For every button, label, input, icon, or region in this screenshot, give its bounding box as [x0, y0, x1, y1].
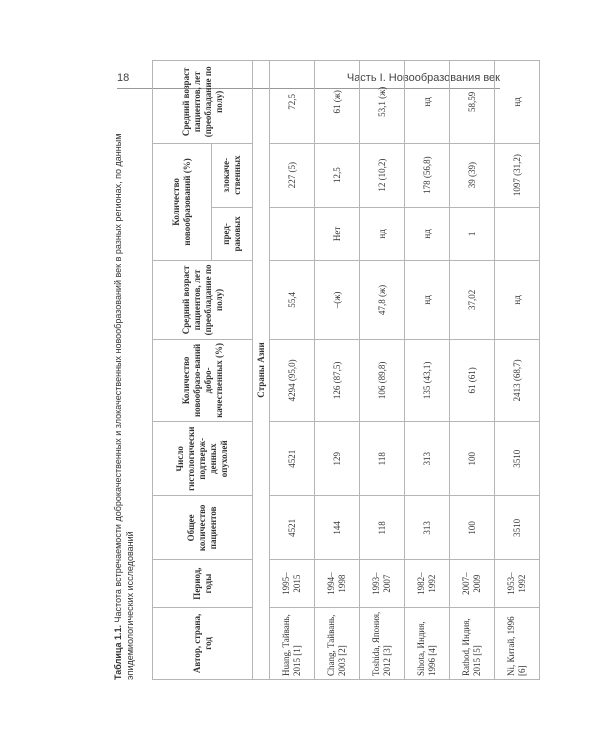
cell-benign: 126 (87,5) — [315, 339, 360, 422]
cell-malig: 39 (39) — [450, 143, 495, 207]
cell-malig: 178 (56,8) — [405, 143, 450, 207]
col-header-age-malig: Средний возраст пациентов, лет (преобладание по полу) — [153, 61, 253, 144]
cell-premalig: нд — [360, 207, 405, 261]
cell-author: Sihota, Индия, 1996 [4] — [405, 607, 450, 679]
col-header-author: Автор, страна, год — [153, 607, 253, 679]
cell-author: Chang, Тайвань, 2003 [2] — [315, 607, 360, 679]
table-body — [270, 61, 540, 680]
cell-premalig: Нет — [315, 207, 360, 261]
col-header-premalig: пред-раковых — [212, 207, 253, 261]
col-header-malig: злокаче-ственных — [212, 143, 253, 207]
cell-premalig — [495, 207, 540, 261]
cell-premalig — [270, 207, 315, 261]
cell-age-malig: нд — [405, 61, 450, 144]
cell-age-malig: 61 (ж) — [315, 61, 360, 144]
cell-total: 4521 — [270, 496, 315, 560]
cell-age-malig: 53,1 (ж) — [360, 61, 405, 144]
cell-histo: 100 — [450, 422, 495, 496]
col-header-benign: Количество новообразо-ваний добро-качественных (%) — [153, 339, 253, 422]
table-row — [315, 61, 360, 680]
table-row — [270, 61, 315, 680]
cell-period: 1982–1992 — [405, 560, 450, 607]
table-row — [360, 61, 405, 680]
cell-malig: 12,5 — [315, 143, 360, 207]
page-number: 18 — [117, 72, 130, 84]
cell-age-benign: 47,8 (ж) — [360, 261, 405, 339]
caption-label: Таблица 1.1. — [113, 624, 123, 680]
cell-age-benign: нд — [495, 261, 540, 339]
data-table — [152, 60, 540, 680]
cell-total: 100 — [450, 496, 495, 560]
cell-malig: 1097 (31,2) — [495, 143, 540, 207]
cell-benign: 61 (61) — [450, 339, 495, 422]
cell-histo: 129 — [315, 422, 360, 496]
cell-age-benign: 37,02 — [450, 261, 495, 339]
col-header-period: Период, годы — [153, 560, 253, 607]
cell-benign: 106 (89,8) — [360, 339, 405, 422]
cell-histo: 118 — [360, 422, 405, 496]
cell-histo: 313 — [405, 422, 450, 496]
cell-age-malig: 58,59 — [450, 61, 495, 144]
cell-age-benign: нд — [405, 261, 450, 339]
running-title: Часть I. Новообразования век — [346, 72, 500, 84]
cell-malig: 12 (10,2) — [360, 143, 405, 207]
cell-author: Toshida, Япония, 2012 [3] — [360, 607, 405, 679]
col-header-malig-group: Количество новообразований (%) — [153, 143, 212, 261]
cell-total: 313 — [405, 496, 450, 560]
cell-period: 1994–1998 — [315, 560, 360, 607]
cell-histo: 3510 — [495, 422, 540, 496]
table-row — [405, 61, 450, 680]
cell-author: Rathod, Индия, 2015 [5] — [450, 607, 495, 679]
cell-histo: 4521 — [270, 422, 315, 496]
region-row: Страны Азии — [253, 61, 270, 680]
cell-author: Ni, Китай, 1996 [6] — [495, 607, 540, 679]
cell-malig: 227 (5) — [270, 143, 315, 207]
cell-age-benign: –(ж) — [315, 261, 360, 339]
cell-premalig: нд — [405, 207, 450, 261]
rotated-table-block — [112, 60, 527, 680]
cell-benign: 2413 (68,7) — [495, 339, 540, 422]
cell-period: 1993–2007 — [360, 560, 405, 607]
cell-period: 1953–1992 — [495, 560, 540, 607]
cell-total: 3510 — [495, 496, 540, 560]
cell-period: 1995–2015 — [270, 560, 315, 607]
cell-total: 118 — [360, 496, 405, 560]
table-row — [495, 61, 540, 680]
table-caption — [112, 60, 146, 680]
cell-benign: 135 (43,1) — [405, 339, 450, 422]
cell-period: 2007–2009 — [450, 560, 495, 607]
cell-total: 144 — [315, 496, 360, 560]
cell-age-benign: 55,4 — [270, 261, 315, 339]
cell-benign: 4294 (95,0) — [270, 339, 315, 422]
cell-age-malig: нд — [495, 61, 540, 144]
table-row — [450, 61, 495, 680]
cell-premalig: 1 — [450, 207, 495, 261]
col-header-age-benign: Средний возраст пациентов, лет (преобладание по полу) — [153, 261, 253, 339]
cell-age-malig: 72,5 — [270, 61, 315, 144]
col-header-total: Общее количество пациентов — [153, 496, 253, 560]
cell-author: Huang, Тайвань, 2015 [1] — [270, 607, 315, 679]
caption-text: Частота встречаемости доброкачественных и злокачественных новообразований век в разных регионах, по данным эпидемиологических исследований — [113, 133, 135, 680]
col-header-histo: Число гистологически подтверж-денных опухолей — [153, 422, 253, 496]
